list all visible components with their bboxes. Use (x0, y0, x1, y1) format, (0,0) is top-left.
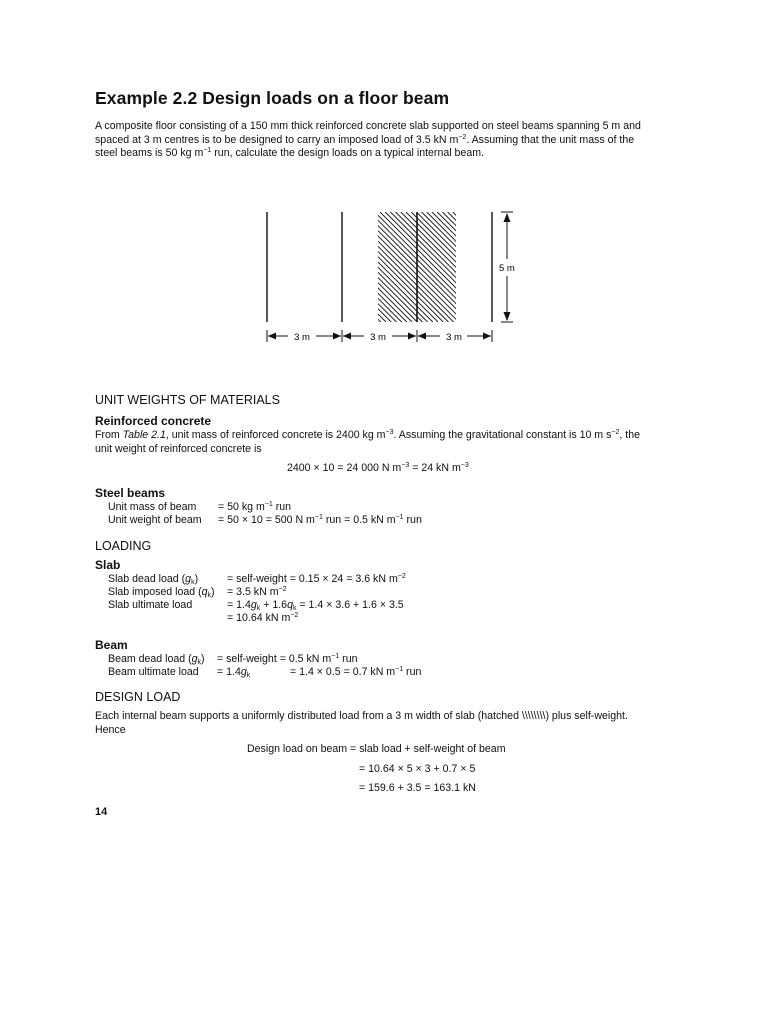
hatch-line (260, 212, 370, 322)
hatch-line (333, 212, 443, 322)
hatch-line (442, 212, 552, 322)
slab-dead-label: Slab dead load $(g_k)$ (108, 573, 199, 586)
section-heading-unit-weights: UNIT WEIGHTS OF MATERIALS (95, 393, 280, 407)
hatch-line (312, 212, 422, 322)
slab-imposed-value: = 3.5 kN $m^{-2}$ (227, 586, 287, 598)
hatch-line (292, 212, 402, 322)
design-load-text (95, 710, 705, 737)
section-heading-loading: LOADING (95, 539, 152, 553)
hatch-line (271, 212, 381, 322)
hatched-slab-area (250, 212, 578, 322)
hatch-line (396, 212, 506, 322)
beam-ultimate-result: = 1.4 × 0.5 = 0.7 kN $m^{-1}$ run (290, 666, 422, 678)
steel-mass-value: = 50 kg $m^{-1}$ run (218, 501, 292, 513)
hatch-line (463, 212, 573, 322)
hatch-line (276, 212, 386, 322)
slab-imposed-label: Slab imposed load $(q_k)$ (108, 586, 215, 599)
hatch-line (354, 212, 464, 322)
subheading-slab: Slab (95, 558, 121, 572)
hatch-line (266, 212, 376, 322)
hatch-line (370, 212, 480, 322)
hatch-line (302, 212, 412, 322)
steel-weight-value: = 50 × 10 = 500 N $m^{-1}$ run = 0.5 kN $m^{-1}$ run (218, 514, 422, 526)
hatch-line (318, 212, 428, 322)
rc-line-2: unit weight of reinforced concrete is (95, 442, 262, 455)
hatch-line (307, 212, 417, 322)
beam-dead-value: = self-weight = 0.5 kN $m^{-1}$ run (217, 653, 358, 665)
hatch-line (338, 212, 448, 322)
slab-ultimate-result: = 10.64 kN $m^{-2}$ (227, 612, 299, 624)
hatch-line (281, 212, 391, 322)
reinforced-concrete-text (95, 429, 695, 456)
intro-line-1: A composite floor consisting of a 150 mm thick reinforced concrete slab supported on steel beams spanning 5 m and (95, 120, 641, 132)
hatch-line (380, 212, 490, 322)
spacing-label-1: 3 m (294, 332, 310, 343)
slab-ultimate-formula: = $1.4g_k + 1.6q_k = 1.4 \times 3.6 + 1.6 \times 3.5$ (227, 599, 404, 612)
hatch-line (255, 212, 365, 322)
page-number: 14 (95, 806, 108, 818)
spacing-label-2: 3 m (370, 332, 386, 343)
hatch-line (328, 212, 438, 322)
hatch-line (359, 212, 469, 322)
beam-dead-label: Beam dead load $(g_k)$ (108, 653, 205, 666)
hatch-line (427, 212, 537, 322)
rc-unit-weight-equation: 2400 × 10 = 24 000 N $m^{-3} = 24$ kN $m^{-3}$ (287, 462, 469, 474)
intro-line-2: spaced at 3 m centres is to be designed to carry an imposed load of 3.5 kN $m^{-2}$. Assuming that the unit mass of the (95, 133, 635, 146)
hatch-line (364, 212, 474, 322)
hatch-line (390, 212, 500, 322)
intro-line-3: steel beams is 50 kg $m^{-1}$ run, calculate the design loads on a typical internal beam. (95, 147, 484, 160)
design-load-line-1: Each internal beam supports a uniformly distributed load from a 3 m width of slab (hatched \\\\\\\\) plus self-weight. (95, 710, 628, 722)
design-load-equation-3: = 159.6 + 3.5 = 163.1 kN (359, 782, 476, 794)
design-load-line-2: Hence (95, 723, 126, 736)
steel-weight-label: Unit weight of beam (108, 514, 202, 526)
example-title: Example 2.2 Design loads on a floor beam (95, 88, 450, 108)
hatch-line (375, 212, 485, 322)
slab-dead-value: = self-weight = 0.15 × 24 = 3.6 kN $m^{-2}$ (227, 573, 406, 585)
design-load-equation-2: = 10.64 × 5 × 3 + 0.7 × 5 (359, 763, 476, 775)
beam-ultimate-formula: = $1.4g_k$ (217, 666, 251, 679)
rc-line-1: From Table 2.1, unit mass of reinforced concrete is 2400 kg $m^{-3}$. Assuming the gravitational constant is 10 m $s^{-2}$, the (95, 429, 640, 441)
subheading-reinforced-concrete: Reinforced concrete (95, 414, 212, 428)
subheading-beam: Beam (95, 638, 128, 652)
hatch-line (422, 212, 532, 322)
slab-ultimate-label: Slab ultimate load (108, 599, 193, 611)
hatch-line (432, 212, 542, 322)
steel-mass-label: Unit mass of beam (108, 501, 197, 513)
section-heading-design-load: DESIGN LOAD (95, 690, 181, 704)
span-label: 5 m (499, 263, 515, 274)
design-load-equation-1: Design load on beam = slab load + self-weight of beam (247, 743, 506, 755)
hatch-line (385, 212, 495, 322)
hatch-line (468, 212, 578, 322)
beam-ultimate-label: Beam ultimate load (108, 666, 199, 678)
subheading-steel-beams: Steel beams (95, 486, 166, 500)
hatch-line (344, 212, 454, 322)
hatch-line (349, 212, 459, 322)
hatch-line (297, 212, 407, 322)
spacing-label-3: 3 m (446, 332, 462, 343)
